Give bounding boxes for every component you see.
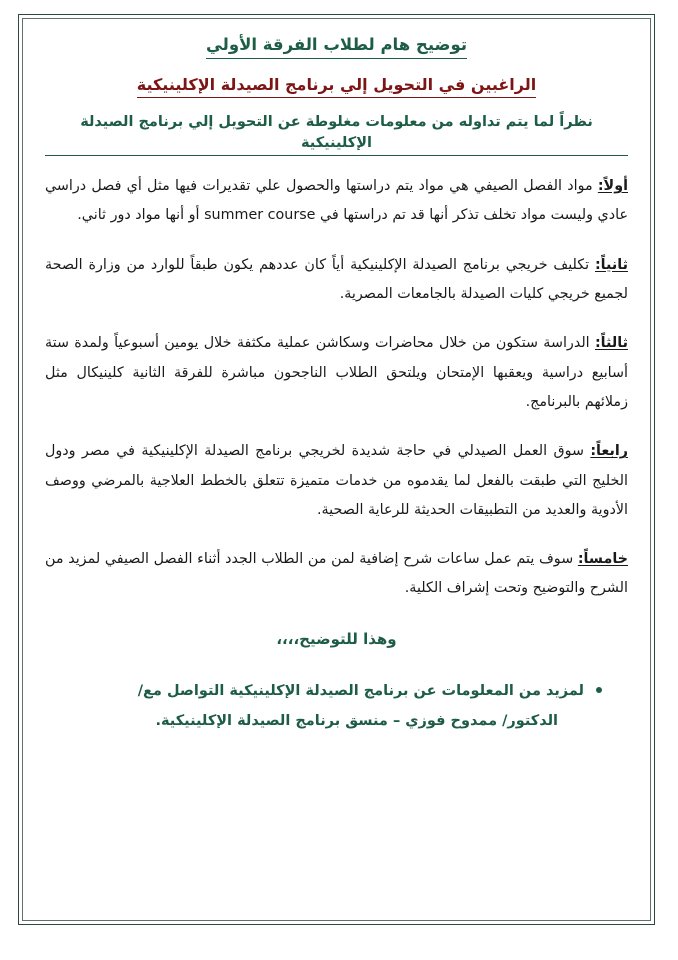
contact-line-coordinator	[45, 706, 584, 736]
numbered-item-5	[45, 545, 628, 604]
contact-line-primary-text: لمزيد من المعلومات عن برنامج الصيدلة الإكلينيكية التواصل مع/	[137, 682, 584, 699]
item-2-ordinal: ثانياً:	[594, 256, 628, 273]
document-subtitle-notice-text: نظراً لما يتم تداوله من معلومات مغلوطة عن التحويل إلي برنامج الصيدلة الإكلينيكية	[45, 112, 628, 156]
document-border-frame	[18, 14, 655, 925]
item-1-text-before: مواد الفصل الصيفي هي مواد يتم دراستها والحصول علي تقديرات فيها مثل أي فصل دراسي عادي وليست مواد تخلف تذكر أنها قد تم دراستها في	[45, 178, 628, 224]
closing-statement: وهذا للتوضيح،،،،	[276, 629, 397, 648]
document-title-secondary	[45, 73, 628, 98]
contact-line-primary	[45, 676, 584, 706]
numbered-item-1	[45, 172, 628, 231]
document-body	[19, 15, 654, 924]
item-1-text-after: أو أنها مواد دور ثاني.	[77, 207, 205, 224]
item-2-text: تكليف خريجي برنامج الصيدلة الإكلينيكية أياً كان عددهم يكون طبقاً للوارد من وزارة الصحة لجميع خريجي كليات الصيدلة بالجامعات المصرية.	[45, 256, 628, 303]
item-5-ordinal: خامساً:	[577, 551, 628, 568]
numbered-item-3	[45, 329, 628, 417]
document-title-primary-text: توضيح هام لطلاب الفرقة الأولي	[206, 33, 467, 59]
item-1-latin-term: summer course	[204, 207, 316, 224]
item-3-text: الدراسة ستكون من خلال محاضرات وسكاشن عملية مكثفة خلال يومين أسبوعياً ولمدة ستة أسابيع دراسية ويعقبها الإمتحان ويلتحق الطلاب الناجحون مباشرة للفرقة الثانية كلينيكال مثل زملائهم بالبرنامج.	[45, 335, 628, 410]
bullet-point-icon	[596, 687, 602, 693]
numbered-item-4	[45, 437, 628, 525]
contact-information	[45, 676, 628, 737]
item-3-ordinal: ثالثاً:	[594, 335, 628, 352]
item-5-text: سوف يتم عمل ساعات شرح إضافية لمن من الطلاب الجدد أثناء الفصل الصيفي لمزيد من الشرح والتوضيح وتحت إشراف الكلية.	[45, 551, 628, 597]
item-4-ordinal: رابعاً:	[590, 443, 628, 460]
document-title-secondary-text: الراغبين في التحويل إلي برنامج الصيدلة الإكلينيكية	[137, 73, 536, 98]
document-subtitle-notice	[45, 112, 628, 156]
document-title-primary	[45, 33, 628, 59]
contact-line-coordinator-text: الدكتور/ ممدوح فوزي – منسق برنامج الصيدلة الإكلينيكية.	[155, 713, 558, 730]
item-4-text: سوق العمل الصيدلي في حاجة شديدة لخريجي برنامج الصيدلة الإكلينيكية في مصر ودول الخليج التي طبقت بالفعل لما يقدموه من خدمات متميزة تتعلق بالخطط العلاجية بالمرضي ووصف الأدوية والعديد من التطبيقات الحديثة للرعاية الصحية.	[45, 443, 628, 518]
item-1-ordinal: أولاً:	[597, 178, 628, 195]
numbered-item-2	[45, 251, 628, 310]
